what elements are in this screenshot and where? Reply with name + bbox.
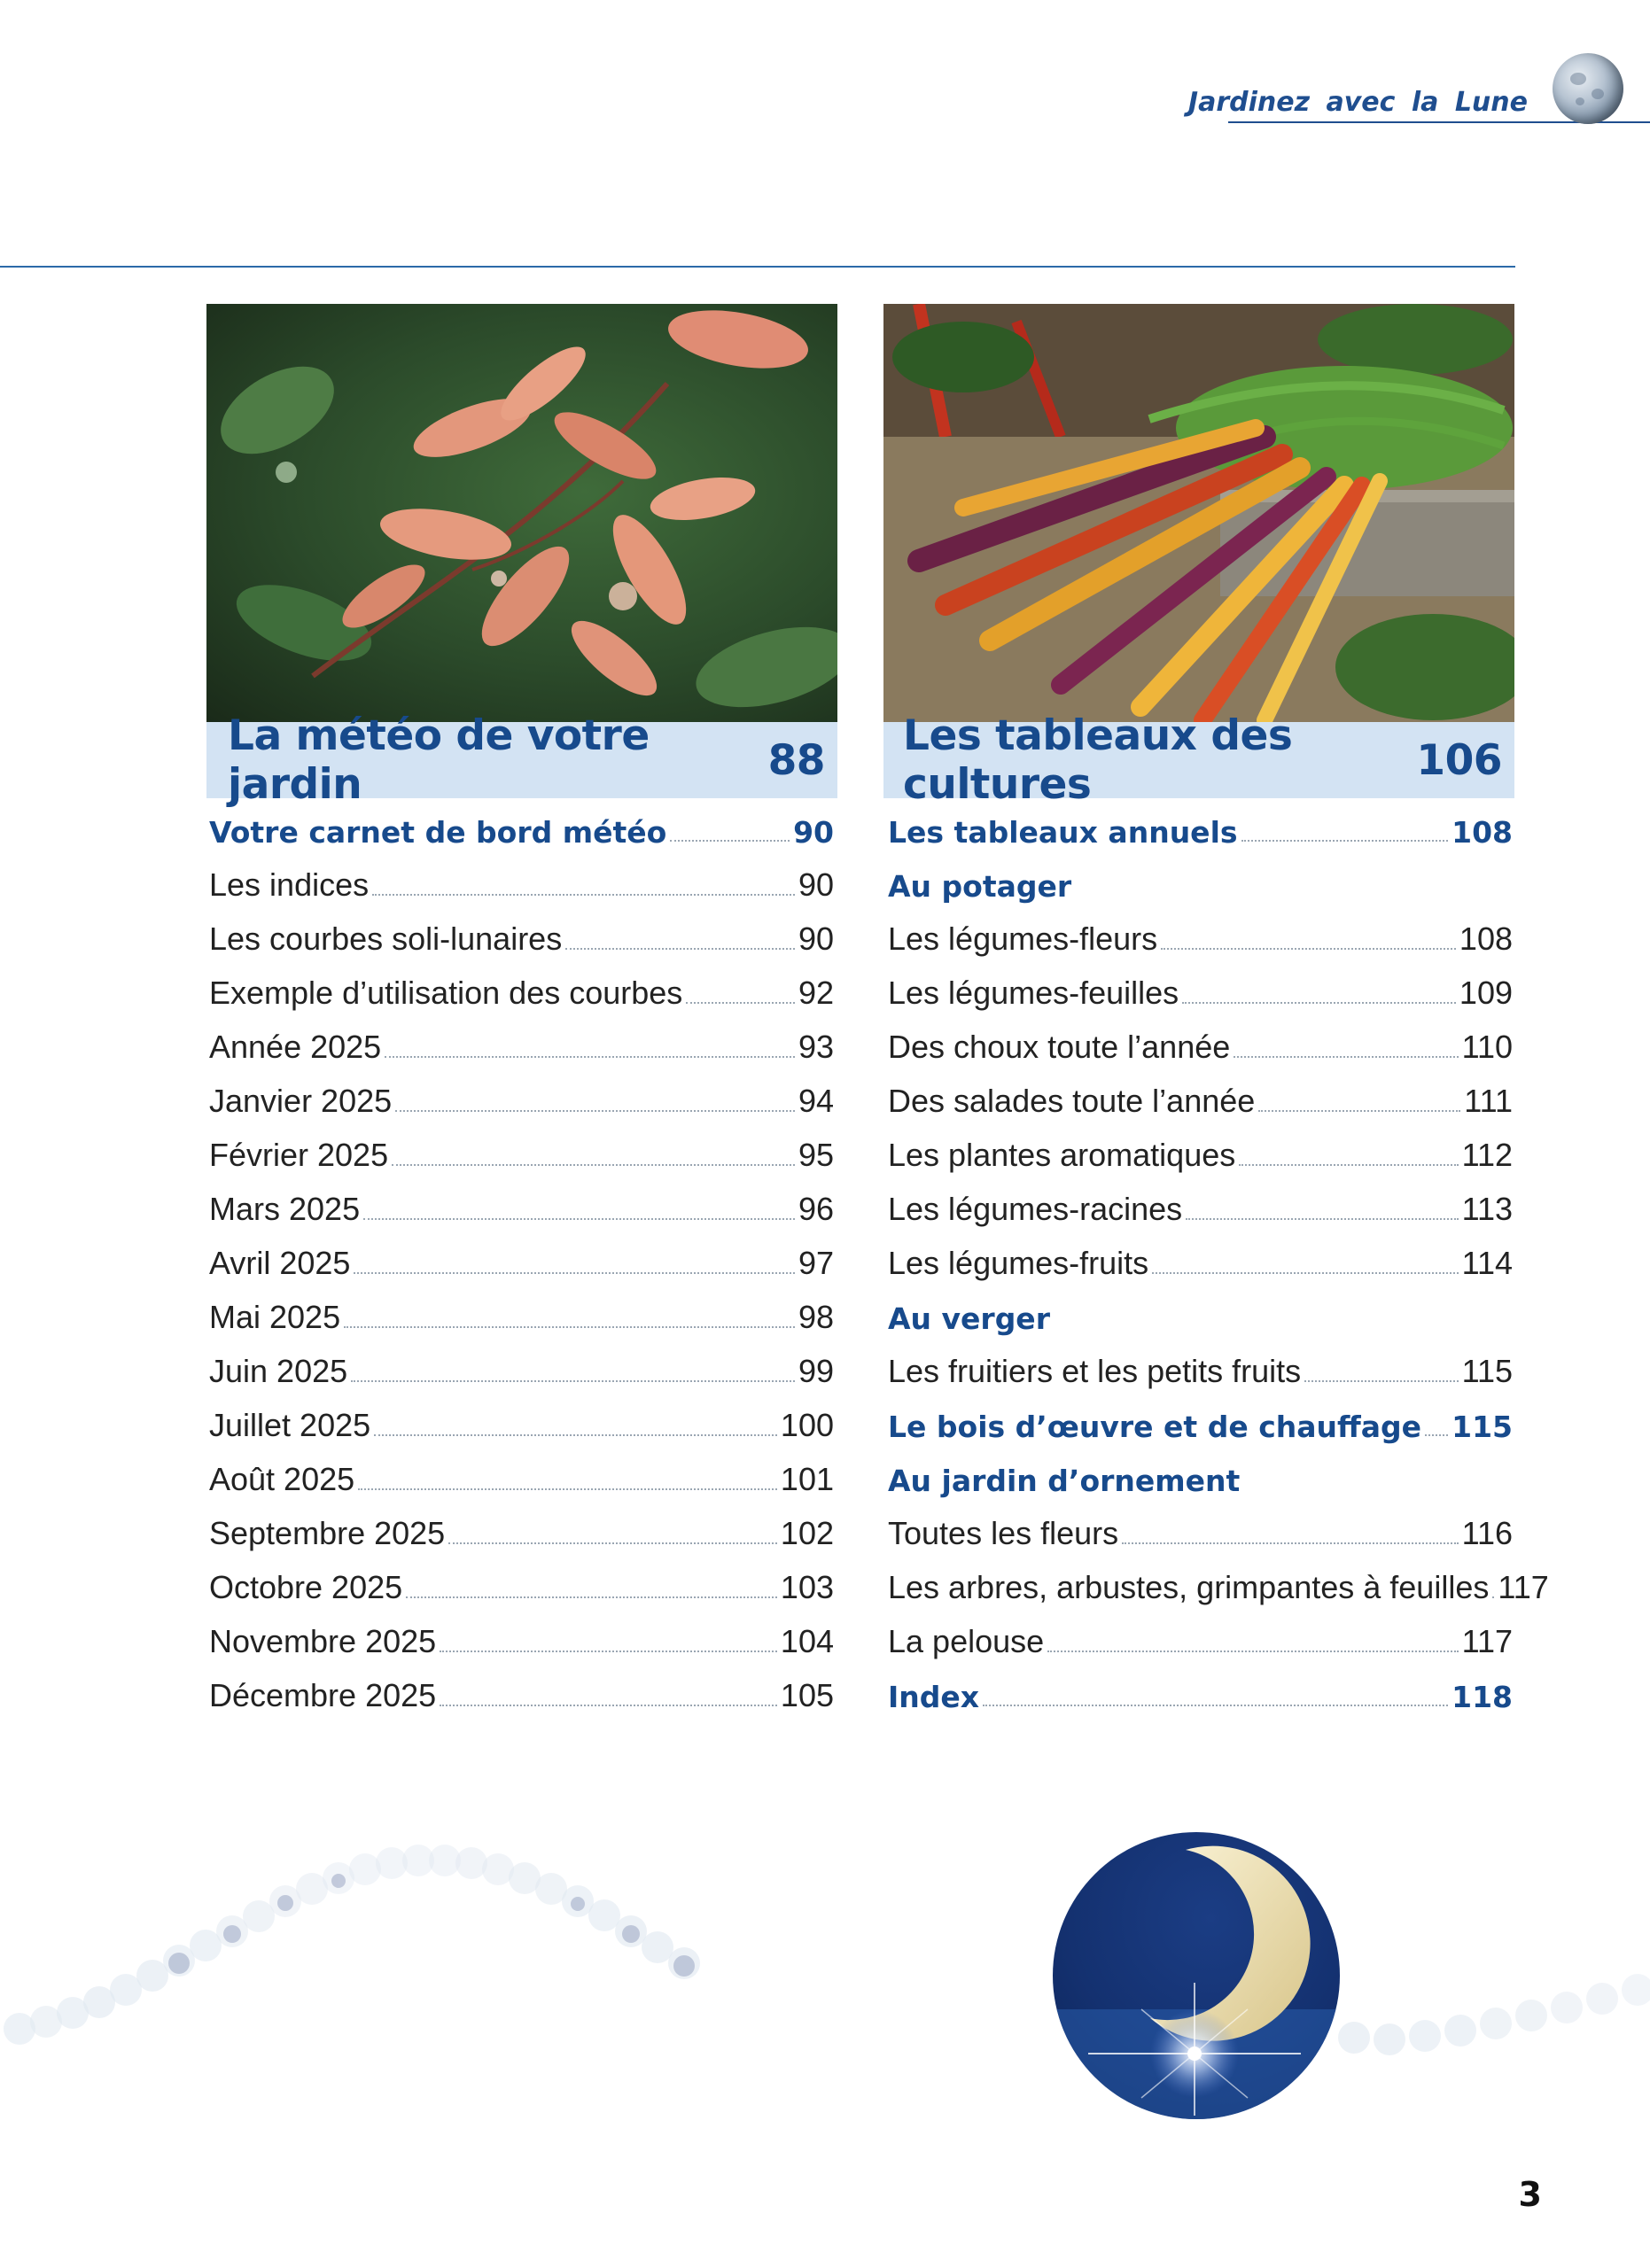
toc-entry-page: 110: [1461, 1029, 1513, 1065]
toc-entry-page: 112: [1461, 1137, 1513, 1173]
toc-entry-label: Septembre 2025: [209, 1515, 446, 1551]
toc-entry-label: Les légumes-racines: [888, 1191, 1183, 1227]
toc-entry-page: 90: [798, 920, 834, 957]
toc-dot-leader: [363, 1218, 795, 1220]
toc-entry[interactable]: [209, 1129, 834, 1183]
toc-dot-leader: [448, 1542, 777, 1544]
toc-entry[interactable]: [209, 1399, 834, 1453]
toc-entry-label: Des salades toute l’année: [888, 1083, 1256, 1119]
toc-dot-leader: [1241, 840, 1449, 842]
toc-entry-page: 114: [1461, 1245, 1513, 1281]
toc-dot-leader: [1239, 1164, 1458, 1166]
toc-list-meteo: [209, 804, 834, 1723]
toc-entry-page: 90: [793, 815, 834, 850]
toc-dot-leader: [1161, 948, 1456, 950]
toc-dot-leader: [1234, 1056, 1458, 1058]
toc-entry-label: Juillet 2025: [209, 1407, 371, 1443]
toc-entry-page: 111: [1464, 1083, 1513, 1119]
toc-dot-leader: [406, 1596, 777, 1598]
toc-entry[interactable]: [888, 804, 1513, 858]
toc-entry[interactable]: [888, 1615, 1513, 1669]
toc-entry-label: Les tableaux annuels: [888, 815, 1238, 850]
toc-entry[interactable]: [209, 1453, 834, 1507]
toc-dot-leader: [358, 1488, 777, 1490]
toc-entry-label: Les courbes soli-lunaires: [209, 920, 563, 957]
toc-entry[interactable]: [888, 1291, 1513, 1345]
toc-entry-label: Avril 2025: [209, 1245, 351, 1281]
toc-entry-page: 105: [780, 1677, 834, 1713]
photo-carrots: [883, 304, 1514, 722]
toc-entry[interactable]: [888, 1507, 1513, 1561]
top-divider: [0, 266, 1515, 268]
toc-entry[interactable]: [209, 1669, 834, 1723]
toc-entry[interactable]: [209, 1021, 834, 1075]
toc-dot-leader: [395, 1110, 795, 1112]
toc-entry[interactable]: [209, 967, 834, 1021]
section-page-number: 88: [767, 735, 825, 785]
toc-entry-page: 118: [1452, 1680, 1513, 1714]
toc-entry-label: Les légumes-feuilles: [888, 975, 1179, 1011]
toc-entry-page: 117: [1461, 1623, 1513, 1659]
toc-entry-page: 115: [1461, 1353, 1513, 1389]
toc-entry-page: 92: [798, 975, 834, 1011]
toc-entry-page: 102: [780, 1515, 834, 1551]
toc-entry-page: 115: [1452, 1410, 1513, 1444]
toc-dot-leader: [1047, 1651, 1458, 1652]
toc-entry-label: Mars 2025: [209, 1191, 361, 1227]
toc-entry-page: 97: [798, 1245, 834, 1281]
toc-entry-page: 104: [780, 1623, 834, 1659]
toc-entry-page: 99: [798, 1353, 834, 1389]
toc-dot-leader: [354, 1272, 795, 1274]
toc-dot-leader: [983, 1705, 1448, 1706]
toc-dot-leader: [1258, 1110, 1460, 1112]
toc-entry[interactable]: [209, 1507, 834, 1561]
toc-entry-label: Les arbres, arbustes, grimpantes à feuilles: [888, 1569, 1490, 1605]
toc-dot-leader: [440, 1705, 777, 1706]
toc-entry-label: Les légumes-fruits: [888, 1245, 1149, 1281]
toc-entry-label: Les indices: [209, 866, 370, 903]
toc-dot-leader: [1182, 1002, 1456, 1004]
toc-entry-label: Au jardin d’ornement: [888, 1464, 1241, 1498]
toc-dot-leader: [565, 948, 795, 950]
toc-entry[interactable]: [888, 967, 1513, 1021]
toc-entry[interactable]: [209, 1075, 834, 1129]
toc-entry[interactable]: [888, 1237, 1513, 1291]
toc-entry[interactable]: [888, 1561, 1549, 1615]
toc-entry[interactable]: [209, 858, 834, 913]
toc-dot-leader: [1492, 1596, 1494, 1598]
toc-dot-leader: [1186, 1218, 1458, 1220]
toc-entry-label: Votre carnet de bord météo: [209, 815, 667, 850]
toc-entry-label: Au potager: [888, 869, 1072, 904]
toc-entry-label: Décembre 2025: [209, 1677, 437, 1713]
toc-entry[interactable]: [209, 1291, 834, 1345]
toc-entry-page: 96: [798, 1191, 834, 1227]
crescent-moon-illustration: [1053, 1832, 1340, 2119]
toc-dot-leader: [1425, 1434, 1448, 1436]
toc-entry-page: 93: [798, 1029, 834, 1065]
toc-dot-leader: [392, 1164, 795, 1166]
section-header-meteo[interactable]: [206, 711, 837, 809]
toc-entry-label: Au verger: [888, 1301, 1050, 1336]
toc-entry[interactable]: [209, 1615, 834, 1669]
toc-dot-leader: [351, 1380, 795, 1382]
toc-entry[interactable]: [209, 1237, 834, 1291]
toc-entry-label: Les légumes-fleurs: [888, 920, 1158, 957]
toc-entry[interactable]: [209, 804, 834, 858]
running-header-title: Jardinez avec la Lune: [1187, 87, 1528, 118]
photo-dewy-leaves: [206, 304, 837, 722]
toc-dot-leader: [1122, 1542, 1458, 1544]
toc-entry-label: Juin 2025: [209, 1353, 348, 1389]
toc-entry[interactable]: [888, 1399, 1513, 1453]
toc-dot-leader: [374, 1434, 777, 1436]
toc-entry-page: 116: [1461, 1515, 1513, 1551]
toc-entry[interactable]: [888, 1453, 1513, 1507]
toc-entry[interactable]: [209, 1561, 834, 1615]
toc-entry-label: Mai 2025: [209, 1299, 341, 1335]
toc-dot-leader: [1304, 1380, 1458, 1382]
toc-entry-label: Janvier 2025: [209, 1083, 393, 1119]
toc-entry-page: 101: [780, 1461, 834, 1497]
toc-entry-page: 117: [1498, 1569, 1549, 1605]
toc-entry[interactable]: [888, 1183, 1513, 1237]
toc-entry-label: Octobre 2025: [209, 1569, 403, 1605]
toc-entry[interactable]: [209, 1345, 834, 1399]
toc-entry[interactable]: [888, 1129, 1513, 1183]
toc-entry-page: 108: [1459, 920, 1513, 957]
toc-entry[interactable]: [888, 1669, 1513, 1723]
toc-entry-page: 98: [798, 1299, 834, 1335]
toc-entry-label: Année 2025: [209, 1029, 382, 1065]
toc-entry-label: Les fruitiers et les petits fruits: [888, 1353, 1302, 1389]
toc-entry-label: Novembre 2025: [209, 1623, 437, 1659]
toc-entry[interactable]: [209, 1183, 834, 1237]
toc-entry-label: Février 2025: [209, 1137, 389, 1173]
toc-entry-page: 100: [780, 1407, 834, 1443]
page-number: 3: [1518, 2175, 1542, 2214]
toc-entry-label: Toutes les fleurs: [888, 1515, 1119, 1551]
toc-entry-label: La pelouse: [888, 1623, 1045, 1659]
toc-entry[interactable]: [888, 1345, 1513, 1399]
toc-dot-leader: [686, 1002, 795, 1004]
toc-entry-label: Août 2025: [209, 1461, 355, 1497]
moon-icon: [1553, 53, 1623, 124]
section-title: Les tableaux des cultures: [903, 711, 1293, 809]
toc-entry[interactable]: [888, 858, 1513, 913]
toc-dot-leader: [372, 894, 795, 896]
section-header-tableaux[interactable]: [883, 711, 1514, 809]
toc-entry[interactable]: [888, 1021, 1513, 1075]
toc-entry-label: Exemple d’utilisation des courbes: [209, 975, 683, 1011]
toc-entry[interactable]: [888, 913, 1513, 967]
toc-entry-page: 108: [1452, 815, 1513, 850]
toc-entry[interactable]: [209, 913, 834, 967]
toc-entry-page: 94: [798, 1083, 834, 1119]
toc-entry-label: Des choux toute l’année: [888, 1029, 1231, 1065]
toc-entry[interactable]: [888, 1075, 1513, 1129]
toc-dot-leader: [385, 1056, 795, 1058]
toc-entry-page: 90: [798, 866, 834, 903]
toc-entry-label: Index: [888, 1680, 980, 1714]
toc-entry-page: 95: [798, 1137, 834, 1173]
toc-dot-leader: [670, 840, 790, 842]
toc-dot-leader: [440, 1651, 777, 1652]
toc-list-tableaux: [888, 804, 1549, 1723]
toc-entry-label: Le bois d’œuvre et de chauffage: [888, 1410, 1422, 1444]
toc-dot-leader: [344, 1326, 795, 1328]
section-title: La météo de votre jardin: [228, 711, 650, 809]
section-page-number: 106: [1416, 735, 1502, 785]
toc-entry-page: 113: [1461, 1191, 1513, 1227]
toc-dot-leader: [1152, 1272, 1458, 1274]
toc-entry-label: Les plantes aromatiques: [888, 1137, 1236, 1173]
moon-phases-decoration: [0, 1790, 1650, 2082]
toc-entry-page: 103: [780, 1569, 834, 1605]
toc-entry-page: 109: [1459, 975, 1513, 1011]
